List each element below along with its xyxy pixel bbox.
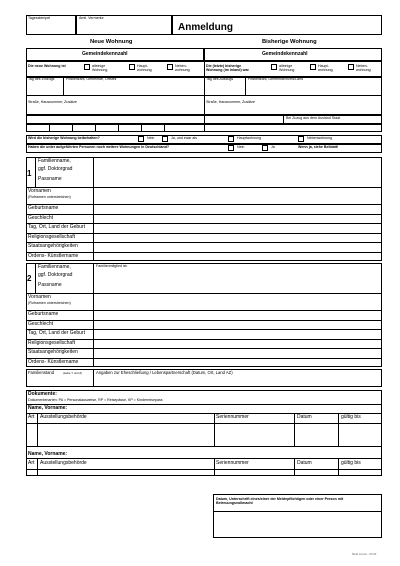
person-2-passname-label: Passname [38,282,62,288]
doc-2-valid-label: gültig bis [341,460,361,466]
page-title: Anmeldung [178,22,233,33]
person-2-number: 2 [27,274,32,283]
footer-code: Meld.Anmel - 07/03 [352,552,377,556]
person-2-religion-label: Religionsgesellschaft [28,340,75,346]
doc-2-authority-label: Ausstellungsbehörde [40,460,87,466]
old-secondary-checkbox[interactable] [348,64,354,70]
new-main-checkbox[interactable] [129,64,135,70]
old-main-label: Haupt-wohnung [318,64,333,72]
doc-1-date-label: Datum [297,414,312,420]
municipality-code-new-label: Gemeindekennzahl [82,51,128,57]
documents-heading: Dokumente: [28,391,57,397]
person-2-artist-name-label: Ordens- Künstlername [28,359,79,365]
municipality-code-old-label: Gemeindekennzahl [262,51,308,57]
person-1-family-name-label: Familienname, [38,158,71,164]
person-2-nationality-label: Staatsangehörigkeiten [28,349,78,355]
documents-types: Dokumentenarten: PA = Personalausweise, RP = Reisepässe, KP = Kinderreisepass [28,398,163,402]
person-1-first-names-field[interactable] [94,188,381,203]
marital-status-label: Familienstand [28,370,55,375]
old-apartment-heading: Bisherige Wohnung [262,39,317,45]
keep-secondary-checkbox[interactable] [298,136,304,142]
person-1-gender-label: Geschlecht [28,215,54,221]
person-1-birth-name-label: Geburtsname [28,205,59,211]
other-no-label: Nein [237,145,245,149]
doc-2-art-label: Art [28,460,35,466]
person-1-nationality-label: Staatsangehörigkeiten [28,243,78,249]
keep-secondary-label: Nebenwohnung [307,136,333,140]
other-yes-label: Ja [271,145,275,149]
person-2-doctor-label: ggf. Doktorgrad [38,272,73,278]
office-label: Amtl. Vermerke [79,16,104,20]
move-out-day-label: Tag des Auszugs [206,77,234,81]
person-1-birth-label: Tag, Ort, Land der Geburt [28,224,85,230]
marriage-field[interactable] [94,377,381,386]
keep-main-checkbox[interactable] [228,136,234,142]
other-question-label: Haben die unter aufgeführten Personen noch weitere Wohnungen in Deutschland? [28,145,170,149]
person-1-first-names-label: Vornamen [28,188,51,194]
person-1-family-name-field[interactable] [94,158,381,186]
signature-label: Datum, Unterschrift eines/einer der Meldepflichtigen oder einer Person mit Betreuungsvollmacht [216,497,344,506]
person-2-relation-label: Familienmitglied ist: [96,264,128,268]
old-postal-label: Postleitzahl, Gemeinde/Kreis/Land [248,77,304,81]
other-no-checkbox[interactable] [228,145,234,151]
doc-2-date-label: Datum [297,460,312,466]
keep-yes-label: Ja, und zwar als [171,136,197,140]
old-secondary-label: Neben-wohnung [356,64,371,72]
person-1-passname-label: Passname [38,176,62,182]
stamp-label: Tagesstempel [28,16,51,20]
if-yes-label: Wenn ja, siehe Beiblatt! [298,145,339,149]
person-2-first-names-field[interactable] [94,294,381,309]
marital-status-field[interactable] [27,377,92,386]
keep-no-checkbox[interactable] [138,136,144,142]
doc-1-name-label: Name, Vorname: [28,405,68,411]
old-postal-field[interactable] [246,84,381,94]
new-sole-label: alleinige Wohnung [92,64,108,72]
doc-1-serial-label: Seriennummer [216,414,249,420]
old-sole-label: alleinige Wohnung [279,64,295,72]
person-2-first-names-label: Vornamen [28,294,51,300]
doc-2-name-label: Name, Vorname: [28,451,68,457]
person-1-first-names-hint: (Rufnamen unterstreichen) [28,195,71,199]
doc-1-valid-label: gültig bis [341,414,361,420]
person-2-first-names-hint: (Rufnamen unterstreichen) [28,301,71,305]
person-2-birth-name-label: Geburtsname [28,311,59,317]
new-apartment-heading: Neue Wohnung [90,39,133,45]
keep-yes-checkbox[interactable] [162,136,168,142]
person-1-religion-label: Religionsgesellschaft [28,234,75,240]
old-main-checkbox[interactable] [310,64,316,70]
doc-1-authority-label: Ausstellungsbehörde [40,414,87,420]
old-is-label: Die (letzte) bisherige Wohnung (im Inland) war [206,64,249,72]
person-1-doctor-label: ggf. Doktorgrad [38,166,73,172]
abroad-label: Bei Zuzug aus dem Ausland Staat [286,116,341,120]
person-2-family-name-label: Familienname, [38,264,71,270]
person-2-gender-label: Geschlecht [28,321,54,327]
new-sole-checkbox[interactable] [84,64,90,70]
old-street-label: Straße, Hausnummer, Zusätze [206,100,255,104]
keep-main-label: Hauptwohnung [237,136,262,140]
person-1-number: 1 [27,169,32,178]
person-2-family-name-field[interactable] [94,270,381,292]
new-main-label: Haupt-wohnung [137,64,152,72]
new-is-label: Die neue Wohnung ist [28,64,66,68]
marriage-label: Angaben zur Eheschließung / Lebenspartnerschaft (Datum, Ort, Land AZ) [96,370,233,375]
doc-1-art-label: Art [28,414,35,420]
old-sole-checkbox[interactable] [271,64,277,70]
new-secondary-label: Neben-wohnung [175,64,190,72]
other-yes-checkbox[interactable] [262,145,268,151]
doc-2-serial-label: Seriennummer [216,460,249,466]
move-in-day-label: Tag des Einzugs [28,77,55,81]
person-1-artist-name-label: Ordens- Künstlername [28,253,79,259]
new-secondary-checkbox[interactable] [167,64,173,70]
marital-status-hint: (siehe Y und Z) [63,371,83,375]
new-postal-label: Postleitzahl, Gemeinde, Ortsteil [66,77,117,81]
person-2-birth-label: Tag, Ort, Land der Geburt [28,330,85,336]
new-postal-field[interactable] [64,84,203,94]
keep-question-label: Wird die bisherige Wohnung beibehalten? [28,136,100,140]
new-street-label: Straße, Hausnummer, Zusätze [28,100,77,104]
keep-no-label: Nein [147,136,155,140]
